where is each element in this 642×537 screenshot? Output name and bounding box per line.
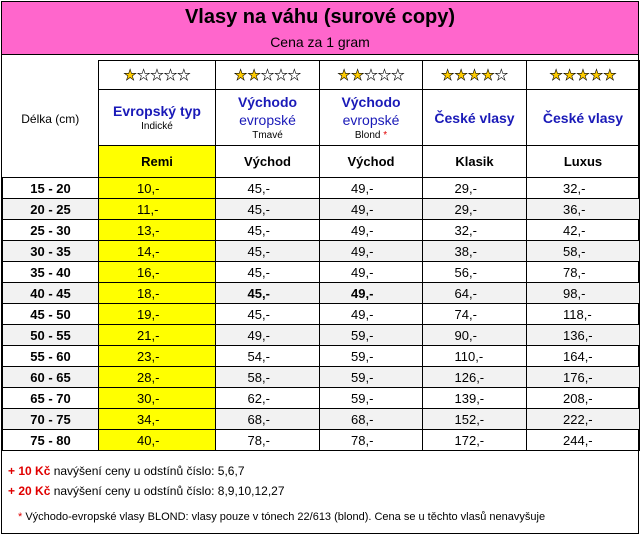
notes xyxy=(8,461,285,501)
table-row xyxy=(3,241,640,262)
length-header-label: Délka (cm) xyxy=(21,112,80,127)
star-filled-icon: ★ xyxy=(467,67,482,84)
price-cell xyxy=(423,220,527,241)
star-filled-icon: ★ xyxy=(440,67,455,84)
column-subname xyxy=(320,129,422,142)
price-cell xyxy=(527,199,640,220)
table-row xyxy=(3,220,640,241)
length-cell: 40 - 45 xyxy=(3,283,99,304)
column-type: Luxus xyxy=(527,146,640,178)
price-cell xyxy=(320,388,423,409)
column-name-cell xyxy=(99,90,216,146)
price-cell xyxy=(320,262,423,283)
page-subtitle: Cena za 1 gram xyxy=(270,34,370,50)
price-value: 164,- xyxy=(563,348,593,364)
rating-cell xyxy=(423,61,527,90)
price-cell xyxy=(320,430,423,451)
price-value: 98,- xyxy=(563,285,586,301)
star-empty-icon: ★ xyxy=(260,67,275,84)
price-value: 49,- xyxy=(351,201,374,217)
price-cell xyxy=(99,220,216,241)
price-cell xyxy=(99,199,216,220)
column-subname xyxy=(99,120,215,133)
column-name-cell xyxy=(527,90,640,146)
price-value: 28,- xyxy=(137,369,160,385)
price-cell xyxy=(527,304,640,325)
star-empty-icon: ★ xyxy=(391,67,405,84)
price-cell xyxy=(527,367,640,388)
price-cell xyxy=(320,346,423,367)
price-cell xyxy=(99,367,216,388)
price-value: 244,- xyxy=(563,432,593,448)
price-value: 78,- xyxy=(351,432,374,448)
star-empty-icon: ★ xyxy=(274,67,288,84)
length-cell: 25 - 30 xyxy=(3,220,99,241)
star-empty-icon: ★ xyxy=(494,67,509,84)
price-cell xyxy=(99,430,216,451)
star-rating-icon xyxy=(549,67,616,84)
price-value: 59,- xyxy=(351,348,374,364)
price-cell xyxy=(320,283,423,304)
price-cell xyxy=(216,220,320,241)
price-value: 49,- xyxy=(351,285,374,301)
table-row xyxy=(3,262,640,283)
price-cell xyxy=(216,346,320,367)
price-value: 10,- xyxy=(137,180,160,196)
price-value: 68,- xyxy=(247,411,270,427)
price-cell xyxy=(527,409,640,430)
length-cell: 55 - 60 xyxy=(3,346,99,367)
price-value: 45,- xyxy=(247,180,270,196)
length-cell: 65 - 70 xyxy=(3,388,99,409)
price-cell xyxy=(99,304,216,325)
table-row xyxy=(3,283,640,304)
column-name-cell xyxy=(216,90,320,146)
table-row xyxy=(3,346,640,367)
price-cell xyxy=(423,409,527,430)
price-cell xyxy=(320,241,423,262)
price-cell xyxy=(527,346,640,367)
column-name-second: evropské xyxy=(342,112,400,128)
price-cell xyxy=(216,388,320,409)
star-filled-icon: ★ xyxy=(562,67,577,84)
page-title: Vlasy na váhu (surové copy) xyxy=(184,6,456,28)
column-type: Východ xyxy=(320,146,423,178)
table-row xyxy=(3,178,640,199)
price-cell xyxy=(216,241,320,262)
star-rating-icon xyxy=(123,67,190,84)
price-sheet xyxy=(1,1,639,534)
price-cell xyxy=(216,325,320,346)
star-filled-icon: ★ xyxy=(603,67,617,84)
column-name: Východo xyxy=(237,94,298,110)
star-filled-icon: ★ xyxy=(233,67,248,84)
price-value: 38,- xyxy=(454,243,477,259)
price-value: 74,- xyxy=(454,306,477,322)
price-value: 45,- xyxy=(247,243,270,259)
star-filled-icon: ★ xyxy=(454,67,468,84)
note-line-1 xyxy=(8,461,285,481)
star-filled-icon: ★ xyxy=(350,67,365,84)
price-value: 118,- xyxy=(563,306,592,322)
table-row xyxy=(3,199,640,220)
star-empty-icon: ★ xyxy=(377,67,392,84)
price-cell xyxy=(320,367,423,388)
star-filled-icon: ★ xyxy=(337,67,351,84)
column-name: České vlasy xyxy=(434,109,515,126)
price-value: 45,- xyxy=(247,264,270,280)
price-cell xyxy=(423,430,527,451)
price-value: 139,- xyxy=(454,390,485,406)
column-type: Remi xyxy=(99,146,216,178)
price-cell xyxy=(99,283,216,304)
price-value: 56,- xyxy=(454,264,477,280)
star-rating-icon xyxy=(337,67,404,84)
column-name-second: evropské xyxy=(239,112,296,128)
price-cell xyxy=(527,178,640,199)
price-value: 68,- xyxy=(351,411,374,427)
name-row xyxy=(3,90,640,146)
price-cell xyxy=(216,262,320,283)
price-value: 54,- xyxy=(247,348,270,364)
table-row xyxy=(3,430,640,451)
column-name-cell xyxy=(423,90,527,146)
note-2-surcharge: + 20 Kč xyxy=(8,484,51,498)
price-value: 29,- xyxy=(454,201,477,217)
price-cell xyxy=(527,220,640,241)
price-cell xyxy=(423,241,527,262)
column-subname-text: Indické xyxy=(141,121,173,132)
star-empty-icon: ★ xyxy=(136,67,151,84)
column-name: České vlasy xyxy=(542,109,624,126)
price-cell xyxy=(99,178,216,199)
column-subname xyxy=(216,129,319,142)
star-filled-icon: ★ xyxy=(589,67,604,84)
price-cell xyxy=(527,283,640,304)
price-cell xyxy=(527,388,640,409)
price-value: 16,- xyxy=(137,264,160,280)
price-value: 23,- xyxy=(137,348,160,364)
price-cell xyxy=(527,430,640,451)
price-cell xyxy=(423,346,527,367)
note-1-surcharge: + 10 Kč xyxy=(8,464,51,478)
price-value: 58,- xyxy=(247,369,270,385)
length-cell: 35 - 40 xyxy=(3,262,99,283)
table-row xyxy=(3,388,640,409)
price-value: 78,- xyxy=(247,432,270,448)
price-value: 29,- xyxy=(454,180,477,196)
note-1-text: navýšení ceny u odstínů číslo: 5,6,7 xyxy=(50,464,245,478)
note-line-3 xyxy=(18,511,545,523)
price-value: 36,- xyxy=(563,201,586,217)
price-cell xyxy=(216,283,320,304)
price-cell xyxy=(320,409,423,430)
price-value: 45,- xyxy=(247,201,270,217)
price-cell xyxy=(216,430,320,451)
price-value: 64,- xyxy=(454,285,477,301)
price-cell xyxy=(423,262,527,283)
price-cell xyxy=(423,304,527,325)
price-cell xyxy=(99,409,216,430)
rating-row xyxy=(3,61,640,90)
price-value: 45,- xyxy=(247,306,270,322)
price-value: 13,- xyxy=(137,222,160,238)
rating-cell xyxy=(99,61,216,90)
price-value: 90,- xyxy=(454,327,477,343)
table-row xyxy=(3,304,640,325)
price-cell xyxy=(99,346,216,367)
price-value: 42,- xyxy=(563,222,586,238)
price-cell xyxy=(216,367,320,388)
table-row xyxy=(3,409,640,430)
price-value: 32,- xyxy=(454,222,477,238)
star-filled-icon: ★ xyxy=(123,67,137,84)
price-value: 19,- xyxy=(137,306,160,322)
price-value: 49,- xyxy=(247,327,270,343)
price-cell xyxy=(99,388,216,409)
price-cell xyxy=(216,304,320,325)
star-empty-icon: ★ xyxy=(364,67,378,84)
price-value: 222,- xyxy=(563,411,593,427)
price-value: 14,- xyxy=(137,243,160,259)
column-subname-text: Blond xyxy=(354,130,381,141)
price-value: 49,- xyxy=(351,180,374,196)
price-cell xyxy=(216,178,320,199)
price-value: 152,- xyxy=(454,411,485,427)
price-cell xyxy=(320,325,423,346)
note-3-mark: * xyxy=(18,511,23,523)
price-cell xyxy=(216,199,320,220)
rating-cell xyxy=(527,61,640,90)
price-value: 34,- xyxy=(137,411,160,427)
price-cell xyxy=(99,325,216,346)
price-value: 62,- xyxy=(247,390,270,406)
price-value: 49,- xyxy=(351,222,374,238)
rating-cell xyxy=(216,61,320,90)
price-cell xyxy=(423,325,527,346)
asterisk-mark: * xyxy=(383,130,388,141)
price-table xyxy=(2,60,640,451)
length-cell: 45 - 50 xyxy=(3,304,99,325)
rating-cell xyxy=(320,61,423,90)
price-cell xyxy=(423,388,527,409)
column-type: Východ xyxy=(216,146,320,178)
note-line-2 xyxy=(8,481,285,501)
table-row xyxy=(3,325,640,346)
price-value: 176,- xyxy=(563,369,593,385)
price-cell xyxy=(216,409,320,430)
price-value: 49,- xyxy=(351,243,374,259)
price-value: 78,- xyxy=(563,264,586,280)
column-type: Klasik xyxy=(423,146,527,178)
price-value: 59,- xyxy=(351,327,374,343)
star-empty-icon: ★ xyxy=(287,67,302,84)
column-name: Evropský typ xyxy=(113,103,201,119)
price-value: 32,- xyxy=(563,180,586,196)
price-value: 40,- xyxy=(137,432,160,448)
price-value: 58,- xyxy=(563,243,586,259)
star-filled-icon: ★ xyxy=(549,67,563,84)
price-value: 136,- xyxy=(563,327,593,343)
price-value: 110,- xyxy=(454,348,484,364)
price-cell xyxy=(320,199,423,220)
price-cell xyxy=(320,304,423,325)
length-cell: 50 - 55 xyxy=(3,325,99,346)
price-cell xyxy=(320,220,423,241)
price-value: 18,- xyxy=(137,285,160,301)
star-filled-icon: ★ xyxy=(247,67,261,84)
length-cell: 20 - 25 xyxy=(3,199,99,220)
price-value: 45,- xyxy=(247,222,270,238)
length-cell: 60 - 65 xyxy=(3,367,99,388)
header xyxy=(2,2,638,55)
note-3-text: Východo-evropské vlasy BLOND: vlasy pouze v tónech 22/613 (blond). Cena se u těchto vlasů nenavyšuje xyxy=(22,511,546,523)
price-value: 45,- xyxy=(247,285,270,301)
column-name: Východo xyxy=(341,94,401,110)
length-cell: 15 - 20 xyxy=(3,178,99,199)
price-cell xyxy=(423,199,527,220)
price-value: 59,- xyxy=(351,369,374,385)
price-value: 11,- xyxy=(137,201,159,217)
price-cell xyxy=(527,262,640,283)
star-empty-icon: ★ xyxy=(163,67,178,84)
price-value: 21,- xyxy=(137,327,160,343)
length-cell: 30 - 35 xyxy=(3,241,99,262)
price-cell xyxy=(423,178,527,199)
price-value: 49,- xyxy=(351,264,374,280)
price-value: 172,- xyxy=(454,432,485,448)
note-2-text: navýšení ceny u odstínů číslo: 8,9,10,12,27 xyxy=(50,484,285,498)
column-subname-text: Tmavé xyxy=(252,130,283,141)
price-value: 49,- xyxy=(351,306,374,322)
price-cell xyxy=(423,283,527,304)
star-filled-icon: ★ xyxy=(576,67,590,84)
length-cell: 75 - 80 xyxy=(3,430,99,451)
star-rating-icon xyxy=(441,67,508,84)
price-value: 30,- xyxy=(137,390,160,406)
star-empty-icon: ★ xyxy=(177,67,191,84)
type-row xyxy=(3,146,640,178)
star-filled-icon: ★ xyxy=(481,67,495,84)
price-cell xyxy=(320,178,423,199)
star-rating-icon xyxy=(234,67,301,84)
price-cell xyxy=(99,262,216,283)
star-empty-icon: ★ xyxy=(150,67,164,84)
column-name-cell xyxy=(320,90,423,146)
price-cell xyxy=(527,325,640,346)
price-cell xyxy=(99,241,216,262)
table-row xyxy=(3,367,640,388)
price-value: 126,- xyxy=(454,369,485,385)
price-value: 208,- xyxy=(563,390,593,406)
price-value: 59,- xyxy=(351,390,374,406)
price-cell xyxy=(527,241,640,262)
length-cell: 70 - 75 xyxy=(3,409,99,430)
length-header xyxy=(3,61,99,178)
price-cell xyxy=(423,367,527,388)
